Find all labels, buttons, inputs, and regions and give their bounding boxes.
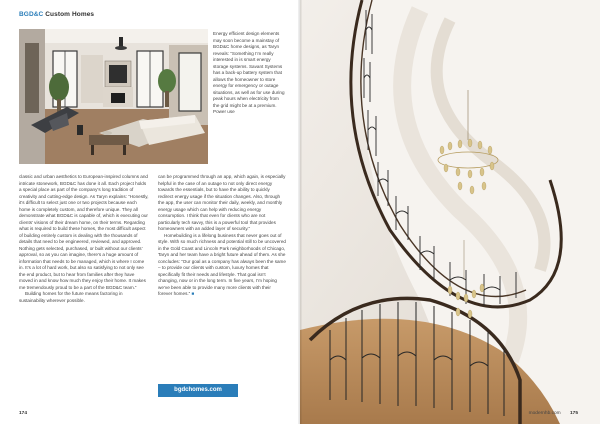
right-footer (529, 411, 578, 416)
closing-text: Homebuilding is a lifelong business that never goes out of style. With so much richness and potential still to be uncovered in the Gold Coast and Lincoln Park neighborhoods of Chicago, Taryn and her team have a bright future ahead of them. As she concludes: “Our goal as a company has always been the same – to provide our clients with custom, luxury homes that specifically fit their needs and lifestyle. That goal isn’t changing, now or in the long term. In five years, I’m hoping we’ve been able to provide many more clients with their forever homes.” (158, 232, 286, 296)
end-mark: ■ (191, 291, 195, 296)
intro-paragraph: Energy efficient design elements may soon become a mainstay of BGD&C home designs, as Taryn reveals: “Something I’m really interested in is smart energy storage systems. Savant Systems has a back-up battery system that allows the homeowner to store energy for emergency or outage situations, as well as for use during peak hours when electricity from the grid might be at a premium. Power use (213, 31, 285, 114)
left-text-column (19, 174, 149, 304)
spiral-staircase-photo (300, 0, 600, 424)
website-link[interactable]: bgdchomes.com (158, 384, 238, 397)
section-header (19, 11, 94, 18)
page-number-right: 175 (569, 411, 578, 416)
body-paragraph: classic and urban aesthetics to European-inspired columns and intricate stonework, BGD&C has done it all. Each project holds a special place as part of the company’s long tradition of creativity and cutting-edge design. As Taryn explains: “Honestly, it’s difficult to select just one or two projects because each home is completely custom, and therefore unique. They all demonstrate what BGD&C is capable of, which is executing our clients’ visions of their dream home, on their terms. Regarding what is required to build these homes, the most difficult aspect of building entirely custom is dealing with the thousands of details that need to be engineered, reviewed, and approved. Nothing gets selected, purchased, or built without our clients’ approval, so as you can imagine, there’s a huge amount of information that needs to be managed, which is where I come in. It’s a lot of hard work, but also so satisfying to not only see the end product, but to hear from families after they have moved in and know how much they enjoy their home. It makes me tremendously proud to be a part of the BGD&C team.” (19, 174, 149, 290)
page-gutter (298, 0, 302, 424)
body-paragraph: Building homes for the future means factoring in sustainability wherever possible. (19, 291, 123, 303)
middle-text-column (158, 174, 286, 298)
right-page (300, 0, 600, 424)
body-paragraph (158, 233, 286, 298)
header-brand: BGD&C (19, 11, 44, 18)
living-room-photo (19, 29, 208, 164)
body-paragraph: can be programmed through an app, which again, is especially helpful in the case of an outage to not only direct energy towards the essentials, but to have the ability to quickly redirect energy usage if the situation changes. Also, through the app, the user can monitor their daily, weekly, and monthly energy usage which can help with reducing energy consumption. I think that even for clients who are not particularly tech savvy, this is a powerful tool that provides homeowners with an added layer of security.” (158, 174, 286, 231)
intro-column (213, 31, 286, 116)
living-room-illustration (19, 29, 208, 164)
header-section: Custom Homes (45, 11, 95, 18)
magazine-site: modernhb.com (528, 411, 561, 416)
page-number-left: 174 (19, 411, 28, 416)
